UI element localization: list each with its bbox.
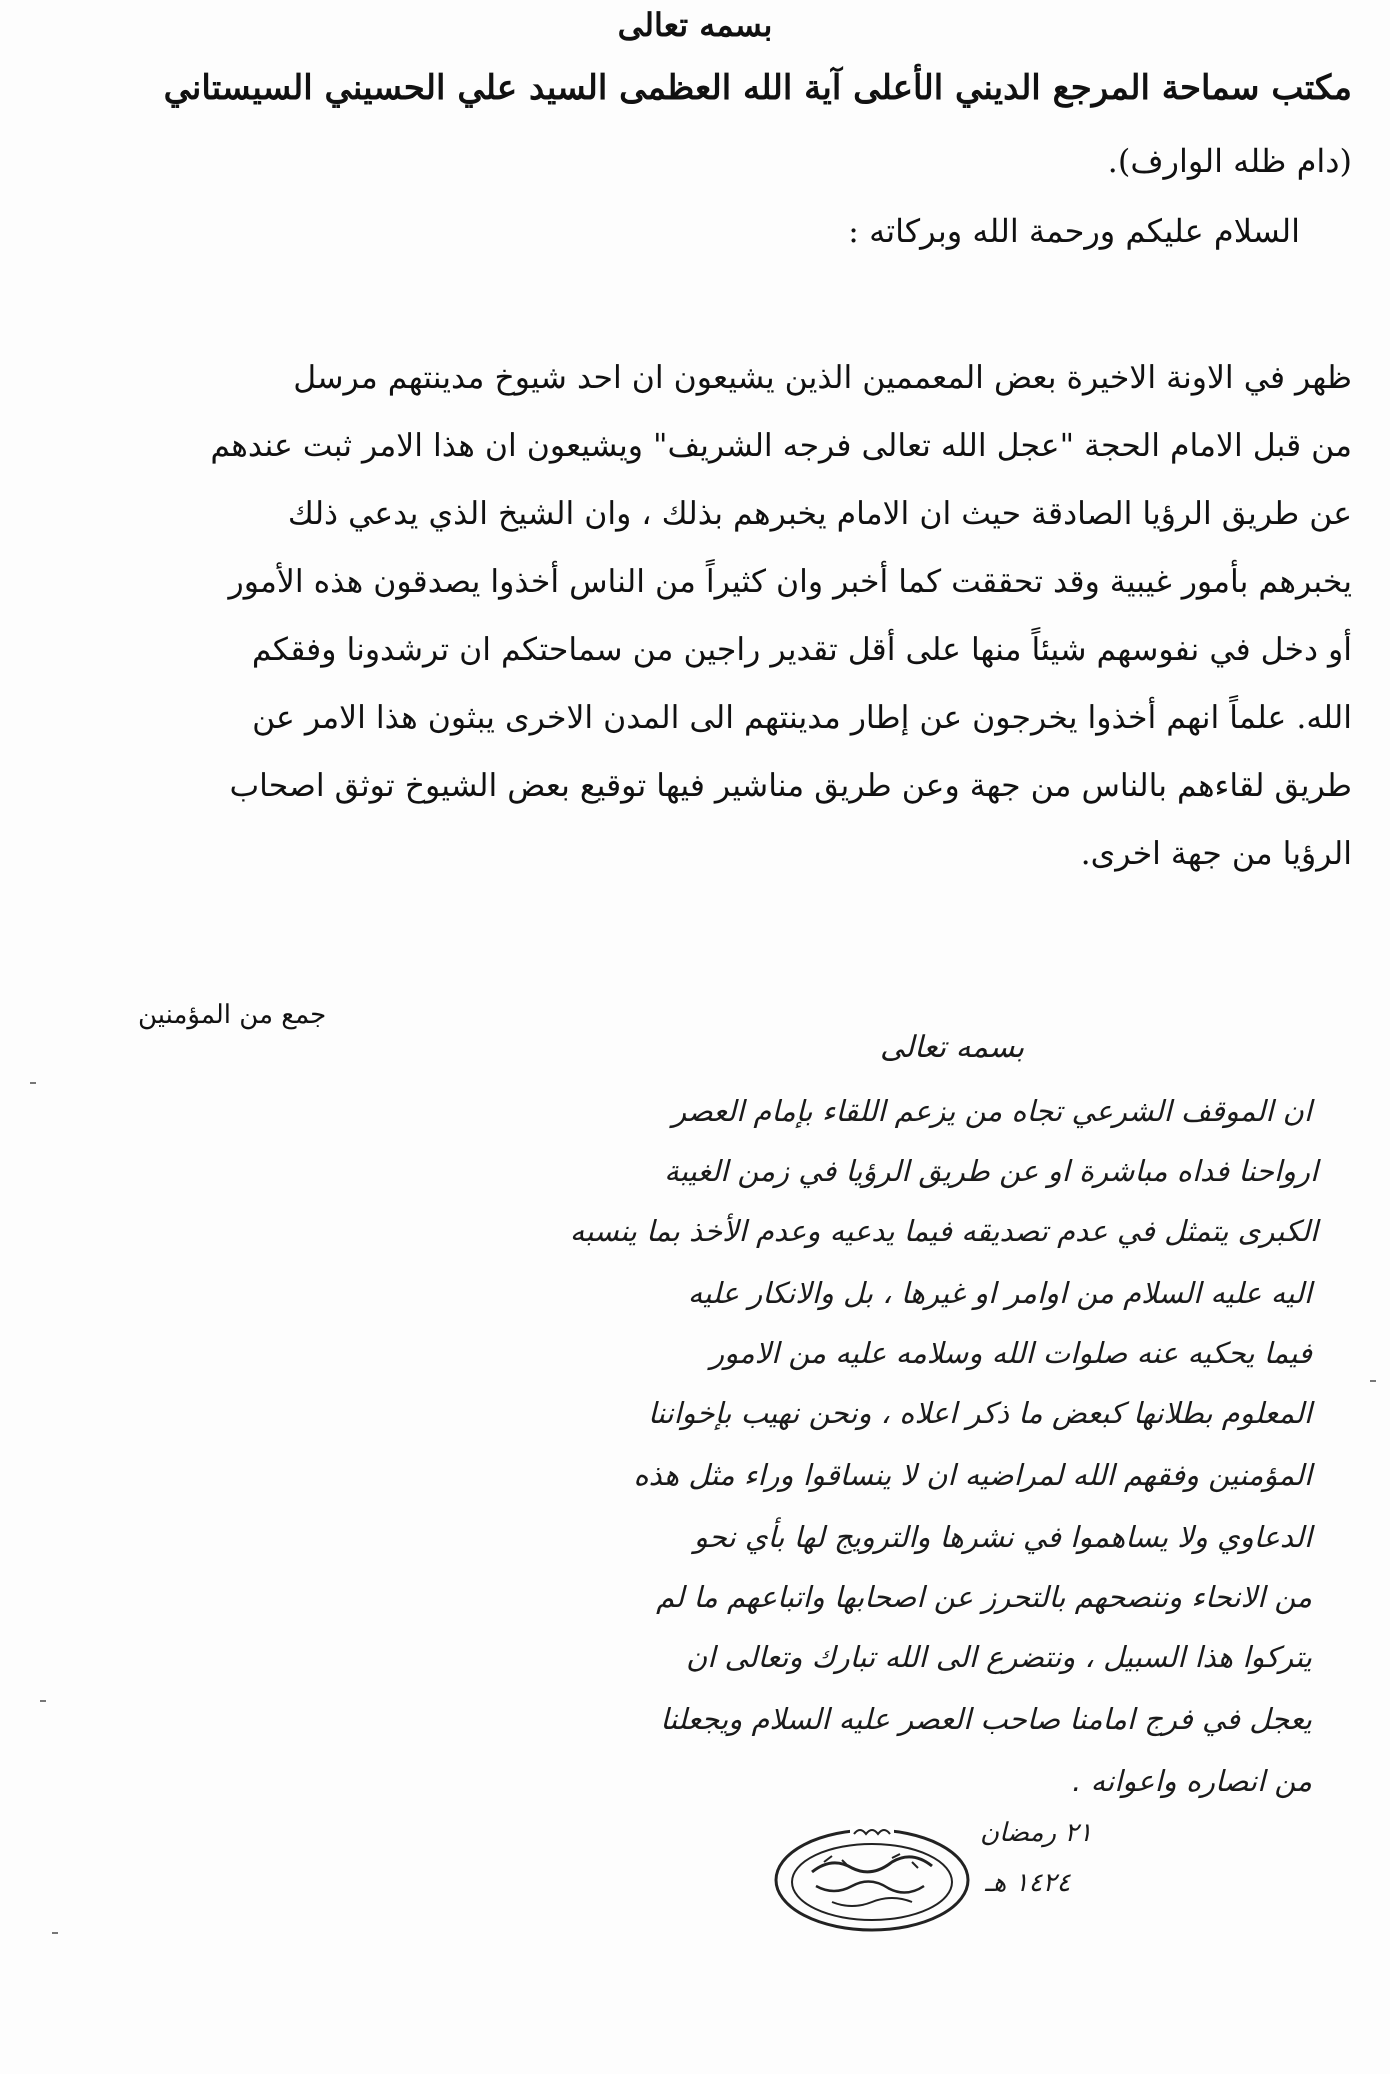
question-line: عن طريق الرؤيا الصادقة حيث ان الامام يخبرهم بذلك ، وان الشيخ الذي يدعي ذلك: [287, 496, 1352, 532]
reply-line: اليه عليه السلام من اوامر او غيرها ، بل والانكار عليه: [687, 1276, 1312, 1310]
reply-line: من الانحاء وننصحهم بالتحرز عن اصحابها واتباعهم ما لم: [656, 1580, 1312, 1614]
question-line: أو دخل في نفوسهم شيئاً منها على أقل تقدير راجين من سماحتكم ان ترشدونا وفقكم: [251, 632, 1352, 668]
question-line: من قبل الامام الحجة "عجل الله تعالى فرجه الشريف" ويشيعون ان هذا الامر ثبت عندهم: [210, 428, 1352, 464]
reply-line: المعلوم بطلانها كبعض ما ذكر اعلاه ، ونحن نهيب بإخواننا: [647, 1396, 1312, 1430]
reply-line: الكبرى يتمثل في عدم تصديقه فيما يدعيه وعدم الأخذ بما ينسبه: [569, 1214, 1318, 1248]
reply-line: ارواحنا فداه مباشرة او عن طريق الرؤيا في زمن الغيبة: [664, 1154, 1318, 1188]
scan-mark: [1370, 1380, 1376, 1382]
question-line: الله. علماً انهم أخذوا يخرجون عن إطار مدينتهم الى المدن الاخرى يبثون هذا الامر عن: [252, 700, 1352, 736]
reply-line: الدعاوي ولا يساهموا في نشرها والترويج لها بأي نحو: [693, 1520, 1312, 1554]
reply-date-year: ١٤٢٤ هـ: [985, 1868, 1071, 1898]
scan-mark: [52, 1932, 58, 1934]
scan-mark: [30, 1082, 36, 1084]
addressee-line: مكتب سماحة المرجع الديني الأعلى آية الله العظمى السيد علي الحسيني السيستاني: [163, 68, 1352, 108]
greeting: السلام عليكم ورحمة الله وبركاته :: [848, 212, 1300, 250]
office-seal-stamp: [772, 1822, 972, 1932]
reply-line: من انصاره واعوانه .: [1072, 1764, 1312, 1798]
reply-line: يتركوا هذا السبيل ، ونتضرع الى الله تبارك وتعالى ان: [685, 1640, 1312, 1674]
addressee-line-continued: (دام ظله الوارف).: [1107, 142, 1352, 180]
question-line: الرؤيا من جهة اخرى.: [1080, 836, 1352, 872]
question-line: طريق لقاءهم بالناس من جهة وعن طريق مناشير فيها توقيع بعض الشيوخ توثق اصحاب: [229, 768, 1352, 804]
question-line: يخبرهم بأمور غيبية وقد تحققت كما أخبر وان كثيراً من الناس أخذوا يصدقون هذه الأمور: [228, 564, 1352, 600]
question-line: ظهر في الاونة الاخيرة بعض المعممين الذين يشيعون ان احد شيوخ مدينتهم مرسل: [293, 360, 1352, 396]
letter-header-title: بسمه تعالى: [617, 6, 773, 44]
reply-date-day: ٢١ رمضان: [980, 1818, 1093, 1848]
reply-line: ان الموقف الشرعي تجاه من يزعم اللقاء بإمام العصر: [672, 1094, 1312, 1128]
reply-basmala: بسمه تعالى: [880, 1030, 1025, 1065]
scan-mark: [40, 1700, 46, 1702]
sender-signature: جمع من المؤمنين: [138, 1000, 327, 1030]
reply-line: المؤمنين وفقهم الله لمراضيه ان لا ينساقوا وراء مثل هذه: [633, 1458, 1312, 1492]
reply-line: فيما يحكيه عنه صلوات الله وسلامه عليه من الامور: [710, 1336, 1312, 1370]
reply-line: يعجل في فرج امامنا صاحب العصر عليه السلام ويجعلنا: [660, 1702, 1312, 1736]
